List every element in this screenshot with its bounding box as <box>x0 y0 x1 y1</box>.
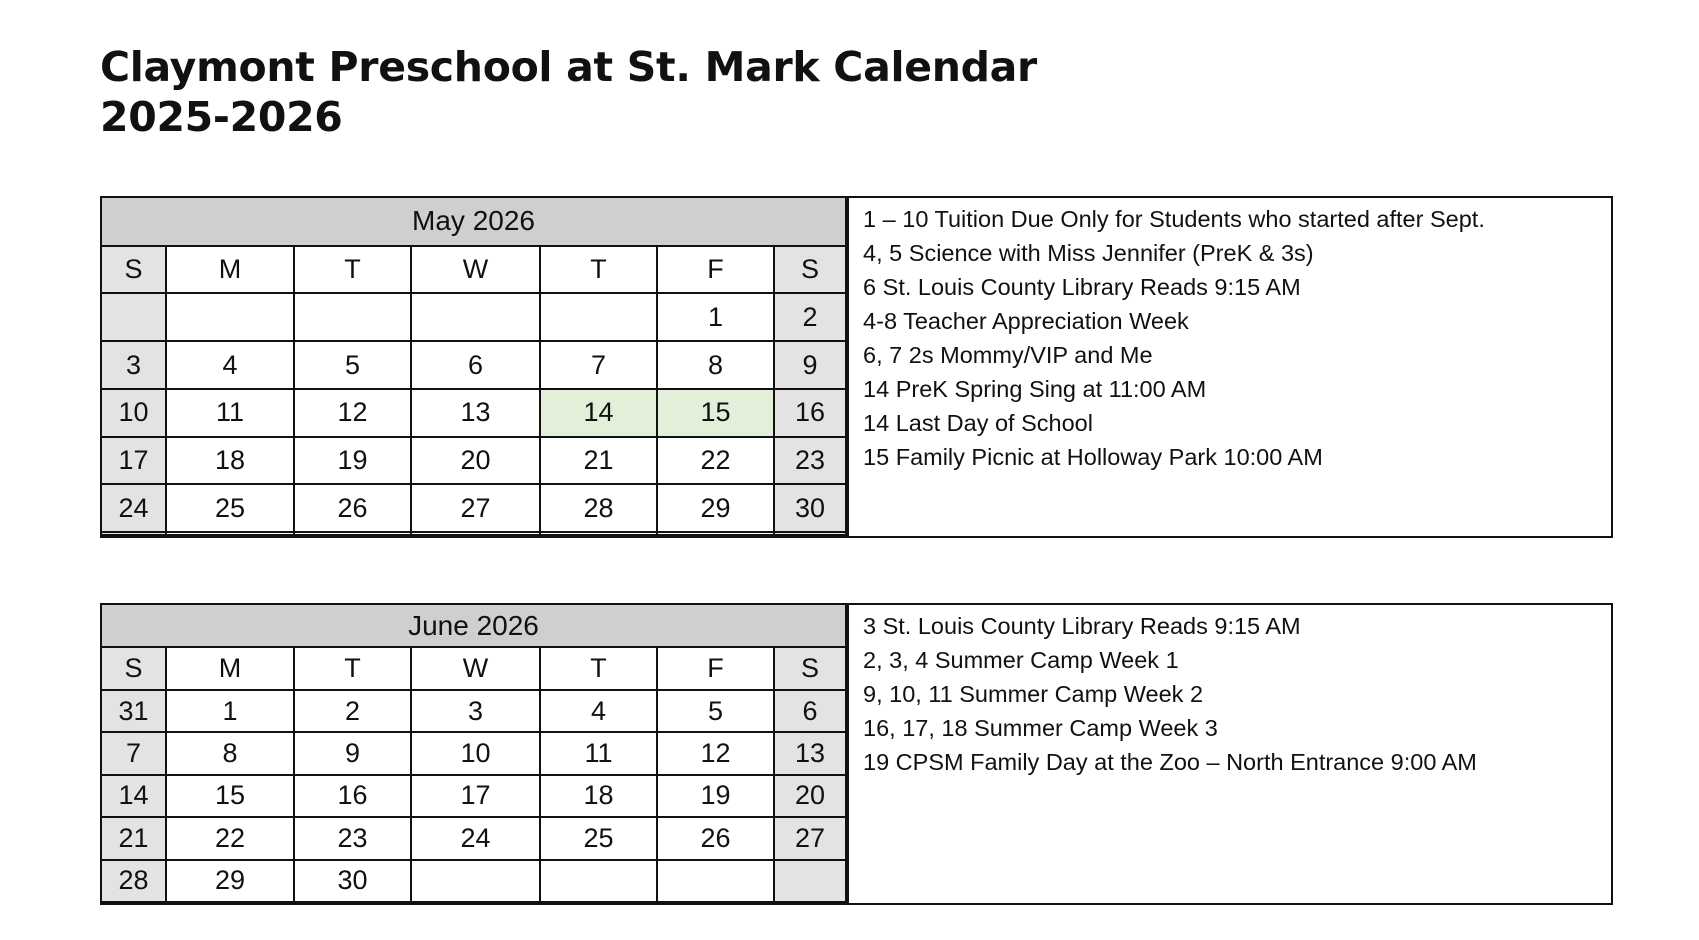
day-cell: 5 <box>657 690 774 732</box>
day-cell: 12 <box>657 732 774 774</box>
week-row <box>102 775 846 817</box>
day-cell: 14 <box>102 775 166 817</box>
day-cell: 9 <box>294 732 411 774</box>
day-cell: 28 <box>540 484 657 532</box>
week-row <box>102 690 846 732</box>
day-cell <box>540 532 657 535</box>
title-line-2: 2025-2026 <box>100 93 343 141</box>
day-cell <box>657 860 774 902</box>
week-row <box>102 732 846 774</box>
day-cell: 23 <box>294 817 411 859</box>
day-cell: 11 <box>540 732 657 774</box>
day-cell: 15 <box>166 775 294 817</box>
day-cell: 20 <box>774 775 846 817</box>
day-cell <box>411 532 540 535</box>
week-row <box>102 860 846 902</box>
events-list-june <box>847 605 1611 903</box>
day-cell: 13 <box>411 389 540 437</box>
day-cell: 9 <box>774 341 846 389</box>
day-cell: 25 <box>540 817 657 859</box>
day-cell: 23 <box>774 437 846 485</box>
calendar-body <box>102 246 846 535</box>
event-item: 14 PreK Spring Sing at 11:00 AM <box>863 376 1207 402</box>
weekday-header: W <box>411 647 540 689</box>
week-row <box>102 532 846 535</box>
weekday-header: S <box>102 647 166 689</box>
day-cell: 29 <box>657 484 774 532</box>
day-cell <box>774 860 846 902</box>
day-cell: 4 <box>166 341 294 389</box>
day-cell: 10 <box>411 732 540 774</box>
day-cell: 19 <box>294 437 411 485</box>
event-item: 3 St. Louis County Library Reads 9:15 AM <box>863 613 1301 639</box>
day-cell <box>540 860 657 902</box>
day-cell <box>166 293 294 341</box>
day-cell: 14 <box>540 389 657 437</box>
weekday-header: T <box>294 647 411 689</box>
day-cell: 15 <box>657 389 774 437</box>
day-cell: 30 <box>774 484 846 532</box>
day-cell: 27 <box>411 484 540 532</box>
event-item: 19 CPSM Family Day at the Zoo – North Entrance 9:00 AM <box>863 749 1477 775</box>
day-cell: 19 <box>657 775 774 817</box>
day-cell: 16 <box>294 775 411 817</box>
day-cell: 31 <box>102 690 166 732</box>
day-cell <box>540 293 657 341</box>
weekday-header: T <box>294 246 411 294</box>
day-cell: 7 <box>102 732 166 774</box>
event-item: 6 St. Louis County Library Reads 9:15 AM <box>863 274 1301 300</box>
event-item: 4-8 Teacher Appreciation Week <box>863 308 1189 334</box>
day-cell: 22 <box>166 817 294 859</box>
event-item: 1 – 10 Tuition Due Only for Students who started after Sept. <box>863 206 1485 232</box>
day-cell: 2 <box>294 690 411 732</box>
day-cell: 4 <box>540 690 657 732</box>
weekday-header: F <box>657 647 774 689</box>
day-cell: 3 <box>411 690 540 732</box>
weekday-header: M <box>166 246 294 294</box>
event-item: 15 Family Picnic at Holloway Park 10:00 AM <box>863 444 1323 470</box>
weekday-header: W <box>411 246 540 294</box>
day-cell: 18 <box>166 437 294 485</box>
weekday-header: S <box>774 246 846 294</box>
page-title <box>100 42 1037 142</box>
day-cell: 24 <box>411 817 540 859</box>
day-cell: 26 <box>294 484 411 532</box>
day-cell: 6 <box>411 341 540 389</box>
event-item: 4, 5 Science with Miss Jennifer (PreK & 3s) <box>863 240 1314 266</box>
event-item: 9, 10, 11 Summer Camp Week 2 <box>863 681 1204 707</box>
day-cell <box>657 532 774 535</box>
month-block-june <box>100 603 1613 905</box>
day-cell <box>166 532 294 535</box>
calendar-body <box>102 647 846 902</box>
day-cell: 1 <box>166 690 294 732</box>
day-cell <box>411 293 540 341</box>
day-cell <box>102 293 166 341</box>
week-row <box>102 341 846 389</box>
day-cell: 18 <box>540 775 657 817</box>
day-cell: 2 <box>774 293 846 341</box>
weekday-header: M <box>166 647 294 689</box>
day-cell: 13 <box>774 732 846 774</box>
day-cell: 17 <box>102 437 166 485</box>
day-cell <box>294 293 411 341</box>
week-row <box>102 484 846 532</box>
day-cell: 20 <box>411 437 540 485</box>
weekday-header: T <box>540 246 657 294</box>
day-cell <box>102 532 166 535</box>
day-cell: 8 <box>166 732 294 774</box>
day-cell: 22 <box>657 437 774 485</box>
day-cell <box>294 532 411 535</box>
day-cell: 27 <box>774 817 846 859</box>
day-cell: 11 <box>166 389 294 437</box>
day-cell: 10 <box>102 389 166 437</box>
event-item: 6, 7 2s Mommy/VIP and Me <box>863 342 1153 368</box>
day-cell <box>411 860 540 902</box>
event-item: 14 Last Day of School <box>863 410 1093 436</box>
day-cell: 26 <box>657 817 774 859</box>
week-row <box>102 437 846 485</box>
weekday-header: S <box>102 246 166 294</box>
day-cell: 28 <box>102 860 166 902</box>
day-cell: 16 <box>774 389 846 437</box>
weekday-header: F <box>657 246 774 294</box>
week-row <box>102 817 846 859</box>
day-cell: 24 <box>102 484 166 532</box>
calendar-may <box>102 198 847 536</box>
weekday-header: T <box>540 647 657 689</box>
day-cell: 21 <box>540 437 657 485</box>
calendar-june <box>102 605 847 903</box>
day-cell: 21 <box>102 817 166 859</box>
day-cell: 6 <box>774 690 846 732</box>
month-header: June 2026 <box>102 605 846 647</box>
week-row <box>102 293 846 341</box>
day-cell: 25 <box>166 484 294 532</box>
weekday-header: S <box>774 647 846 689</box>
day-cell: 12 <box>294 389 411 437</box>
title-line-1: Claymont Preschool at St. Mark Calendar <box>100 43 1037 91</box>
day-cell: 30 <box>294 860 411 902</box>
day-cell: 5 <box>294 341 411 389</box>
month-header: May 2026 <box>102 198 846 246</box>
day-cell: 3 <box>102 341 166 389</box>
event-item: 2, 3, 4 Summer Camp Week 1 <box>863 647 1179 673</box>
day-cell <box>774 532 846 535</box>
day-cell: 17 <box>411 775 540 817</box>
events-list-may <box>847 198 1611 536</box>
event-item: 16, 17, 18 Summer Camp Week 3 <box>863 715 1218 741</box>
day-cell: 1 <box>657 293 774 341</box>
day-cell: 29 <box>166 860 294 902</box>
day-cell: 8 <box>657 341 774 389</box>
week-row <box>102 389 846 437</box>
month-block-may <box>100 196 1613 538</box>
day-cell: 7 <box>540 341 657 389</box>
